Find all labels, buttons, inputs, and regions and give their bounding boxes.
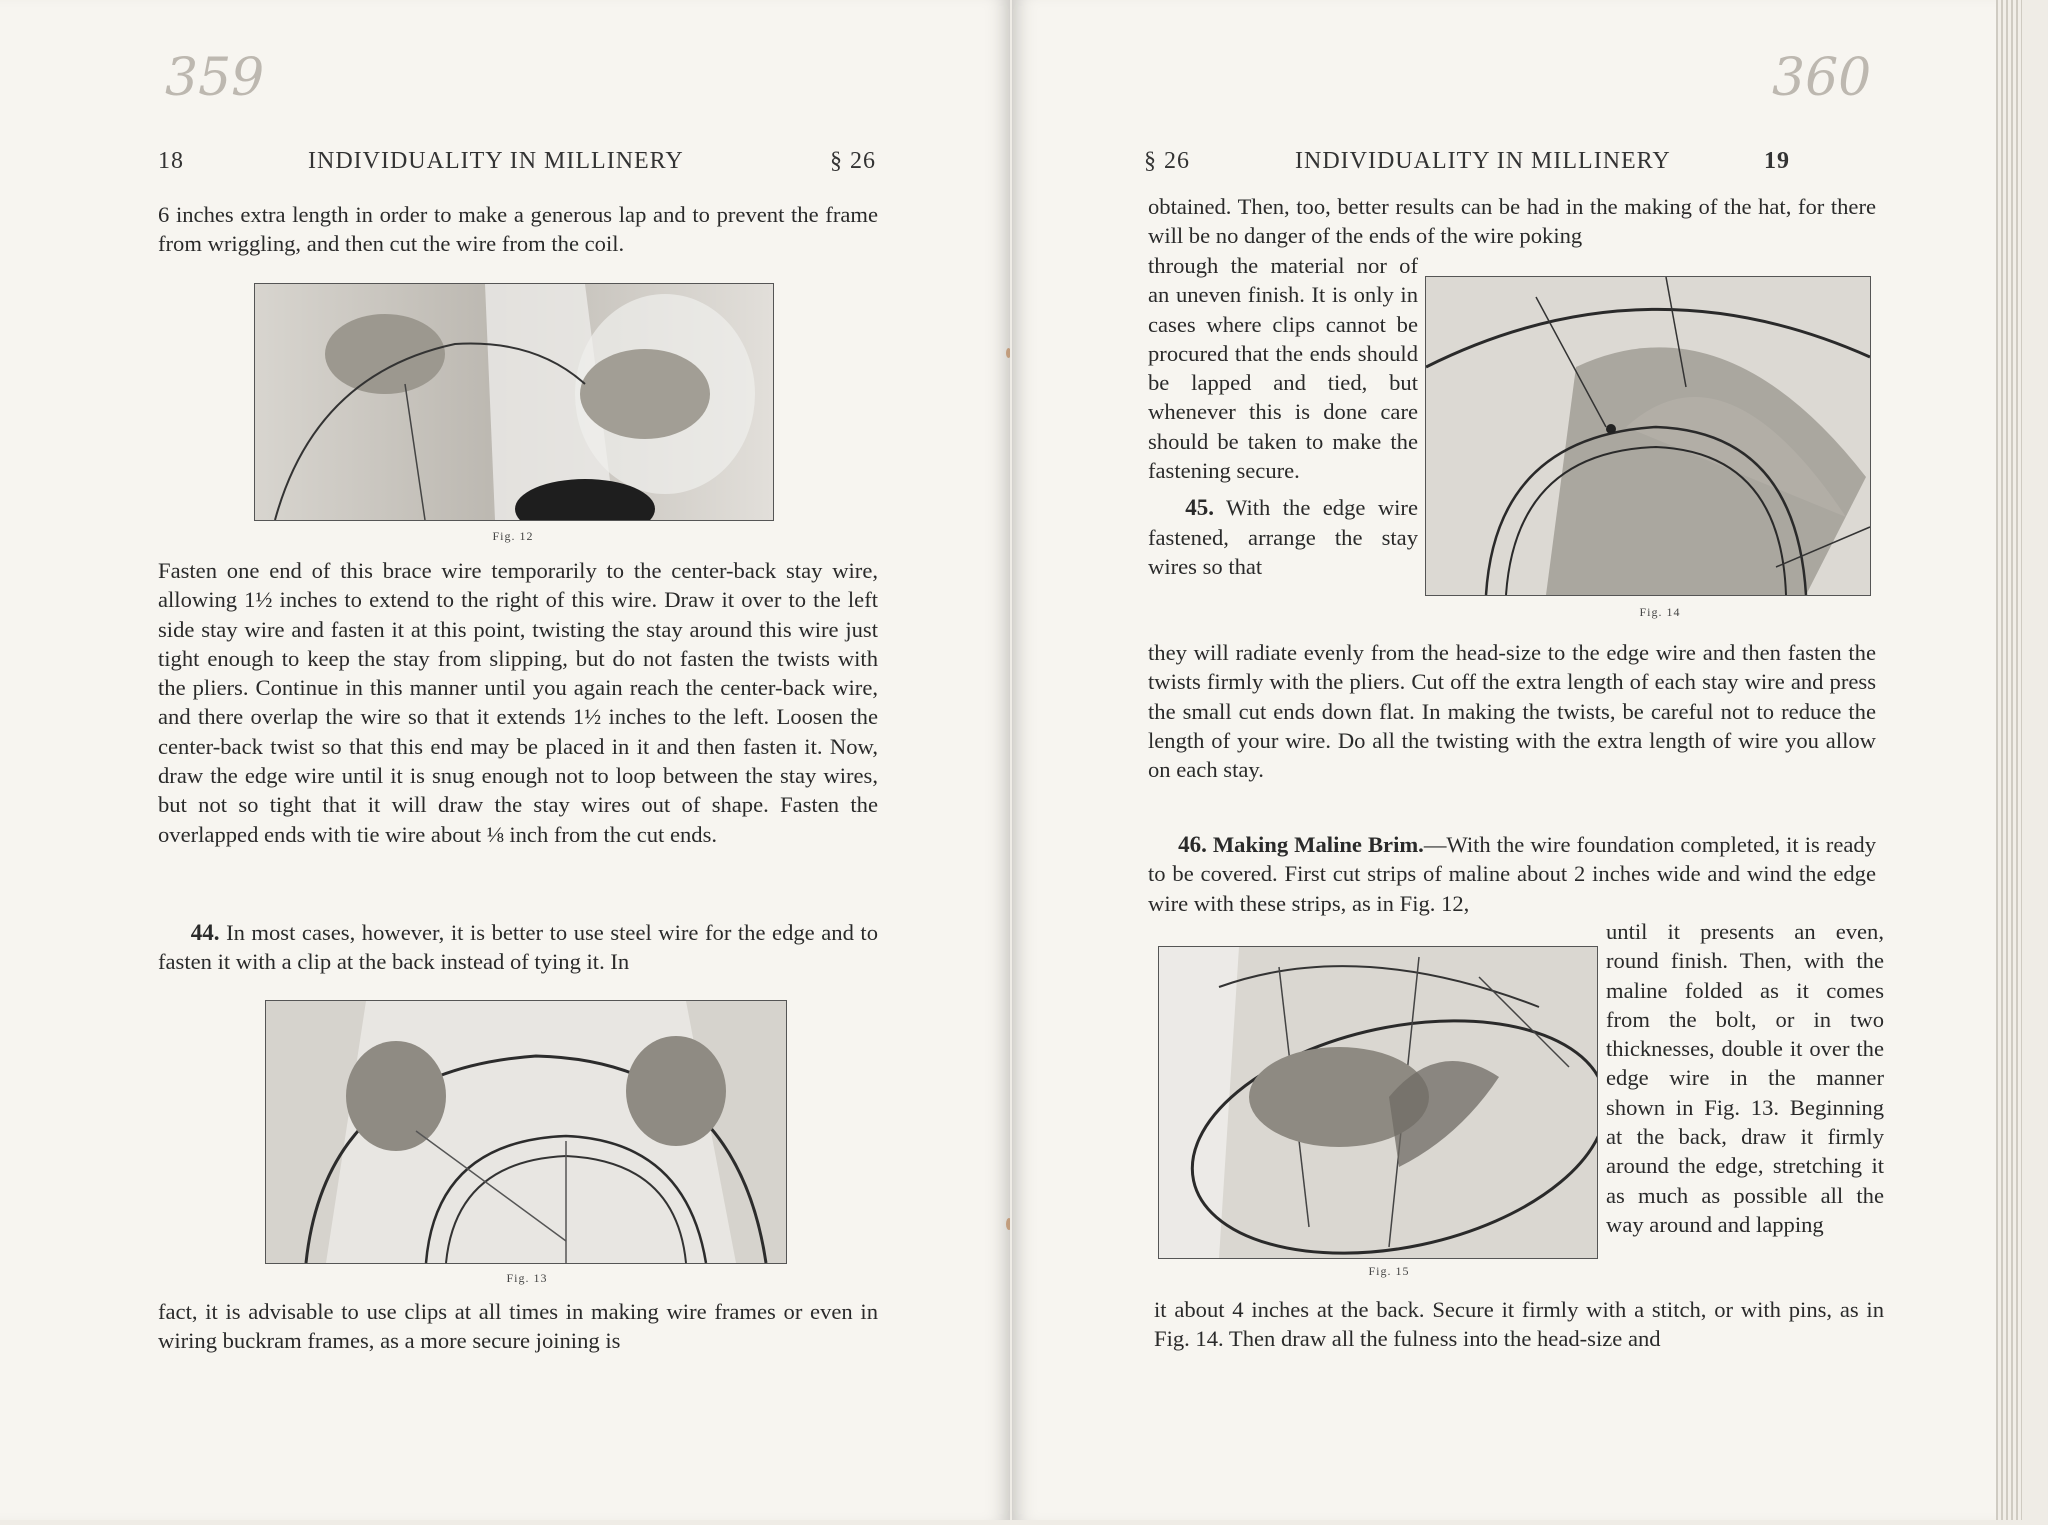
paragraph-body: With the edge wire fastened, arrange the stay wires so that [1148, 495, 1418, 579]
page-number: 19 [1764, 148, 1790, 174]
figure-15-caption: Fig. 15 [1368, 1264, 1410, 1278]
page-edges [1996, 0, 2022, 1520]
photo-frame-with-maline [1426, 277, 1870, 595]
paragraph-text: it about 4 inches at the back. Secure it firmly with a stitch, or with pins, as in Fig. 14. Then draw all the fulness into the head-size and [1154, 1297, 1884, 1352]
figure-12 [254, 283, 774, 521]
paragraph-brace-wire [158, 556, 878, 849]
photo-wire-frame-ring [266, 1001, 786, 1263]
paragraph-text [1148, 830, 1876, 918]
left-page [0, 0, 1010, 1520]
paragraph-number: 46. [1178, 832, 1207, 857]
paragraph-text: Fasten one end of this brace wire temporarily to the center-back stay wire, allowing 1½ inches to extend to the right of this wire. Draw it over to the left side stay wire and fasten it at this point, twisting the stay around this wire just tight enough to keep the stay from slipping, but do not fasten the twists with the pliers. Continue in this manner until you again reach the center-back wire, and there overlap the wire so that it extends 1½ inches to the left. Loosen the center-back twist so that this end may be placed in it and then fasten it. Now, draw the edge wire until it is snug enough not to loop between the stay wires, but not so tight that it will draw the stay wires out of shape. Fasten the overlapped ends with tie wire about ⅛ inch from the cut ends. [158, 558, 878, 847]
paragraph-number: 45. [1185, 495, 1215, 521]
right-page [1012, 0, 2022, 1520]
paragraph-44 [158, 918, 878, 977]
photo-hands-folding-maline [1159, 947, 1597, 1258]
paragraph-45-start [1148, 493, 1418, 581]
paragraph-bottom [158, 1297, 878, 1356]
foxing-spot [1006, 1218, 1010, 1230]
paragraph-heading: Making Maline Brim. [1212, 832, 1424, 857]
figure-13-caption: Fig. 13 [506, 1271, 548, 1285]
paragraph-wrap-fig14 [1148, 251, 1418, 581]
paragraph-text: through the material nor of an uneven finish. It is only in cases where clips cannot be procured that the ends should be lapped and tied, but whenever this is done care should be taken to make the fastening secure. [1148, 253, 1418, 484]
running-title: INDIVIDUALITY IN MILLINERY [1295, 148, 1671, 174]
paragraph-text: fact, it is advisable to use clips at all times in making wire frames or even in wiring buckram frames, as a more secure joining is [158, 1299, 878, 1354]
paragraph-text: they will radiate evenly from the head-size to the edge wire and then fasten the twists firmly with the pliers. Cut off the extra length of each stay wire and press the small cut ends down flat. In making the twists, be careful not to reduce the length of your wire. Do all the twisting with the extra length of wire you allow on each stay. [1148, 640, 1876, 783]
paragraph-number: 44. [190, 920, 220, 945]
paragraph-wrap-fig15 [1606, 917, 1884, 1239]
paragraph-text [158, 918, 878, 977]
paragraph-text: until it presents an even, round finish. Then, with the maline folded as it comes from the bolt, or in two thicknesses, double it over the edge wire in the manner shown in Fig. 13. Beginning at the back, draw it firmly around the edge, stretching it as much as possible all the way around and lapping [1606, 919, 1884, 1237]
paragraph-45 [1148, 638, 1876, 784]
section-mark: § 26 [1144, 148, 1190, 174]
paragraph-text: obtained. Then, too, better results can be had in the making of the hat, for there will be no danger of the ends of the wire poking [1148, 194, 1876, 249]
paragraph-body: In most cases, however, it is better to use steel wire for the edge and to fasten it with a clip at the back instead of tying it. In [158, 920, 878, 975]
pencil-page-number: 360 [1772, 48, 1872, 108]
paragraph-top [158, 200, 878, 259]
figure-14 [1425, 276, 1871, 596]
photo-hands-with-wire [255, 284, 773, 520]
paragraph-top [1148, 192, 1876, 251]
paragraph-body: —With the wire foundation completed, it is ready to be covered. First cut strips of maline about 2 inches wide and wind the edge wire with these strips, as in Fig. 12, [1148, 832, 1876, 916]
paragraph-46 [1148, 830, 1876, 918]
figure-14-caption: Fig. 14 [1639, 605, 1681, 619]
figure-13 [265, 1000, 787, 1264]
figure-15 [1158, 946, 1598, 1259]
foxing-spot [1006, 348, 1010, 358]
section-mark: § 26 [830, 148, 876, 174]
pencil-page-number: 359 [165, 48, 265, 108]
paragraph-bottom [1154, 1295, 1884, 1354]
figure-12-caption: Fig. 12 [492, 529, 534, 543]
running-title: INDIVIDUALITY IN MILLINERY [308, 148, 684, 174]
paragraph-text: 6 inches extra length in order to make a generous lap and to prevent the frame from wriggling, and then cut the wire from the coil. [158, 202, 878, 257]
page-number: 18 [158, 148, 184, 174]
